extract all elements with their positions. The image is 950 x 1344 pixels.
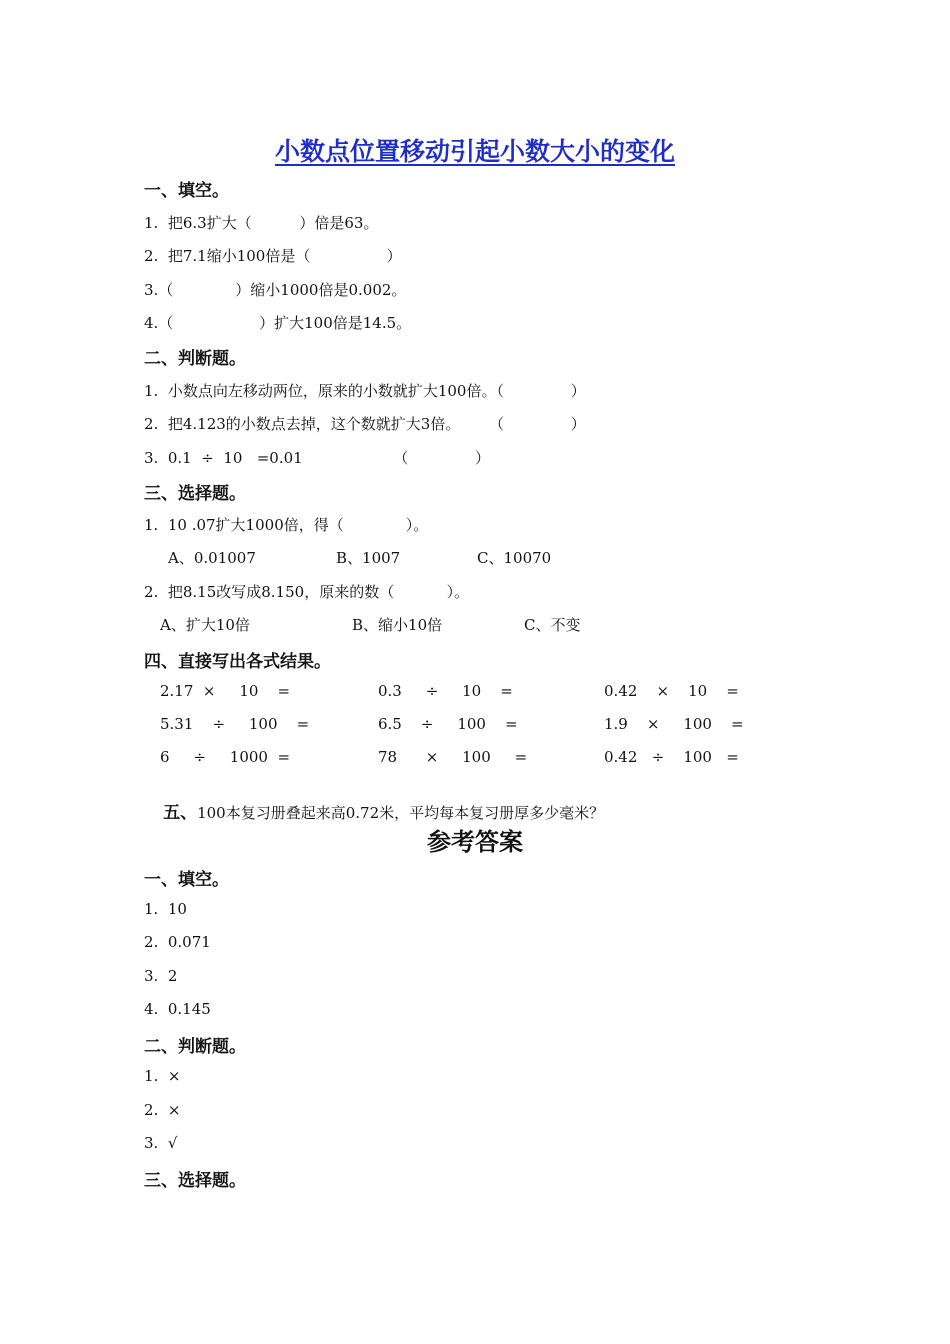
answer-judge-2: 2. × xyxy=(144,1101,181,1119)
choice-2-option-c: C、不变 xyxy=(524,616,581,634)
answer-title: 参考答案 xyxy=(427,827,523,856)
choice-question-1: 1. 10 .07扩大1000倍，得（ ）。 xyxy=(144,516,429,534)
section-heading-judge: 二、判断题。 xyxy=(144,349,246,369)
judge-question-1: 1. 小数点向左移动两位，原来的小数就扩大100倍。（ ） xyxy=(144,382,586,400)
calc-r1-c1: 2.17 × 10 = xyxy=(160,682,291,700)
page-title: 小数点位置移动引起小数大小的变化 xyxy=(274,137,675,166)
calc-r3-c3: 0.42 ÷ 100 = xyxy=(604,748,739,766)
answer-fill-3: 3. 2 xyxy=(144,967,178,985)
word-problem-text: 100本复习册叠起来高0.72米，平均每本复习册厚多少毫米？ xyxy=(197,804,605,822)
answer-heading-judge: 二、判断题。 xyxy=(144,1037,246,1057)
calc-r2-c3: 1.9 × 100 = xyxy=(604,715,744,733)
answer-fill-1: 1. 10 xyxy=(144,900,187,918)
fill-question-1: 1. 把6.3扩大（ ）倍是63。 xyxy=(144,214,379,232)
choice-2-option-a: A、扩大10倍 xyxy=(160,616,250,634)
answer-heading-fill: 一、填空。 xyxy=(144,870,229,890)
answer-heading-choice: 三、选择题。 xyxy=(144,1171,246,1191)
fill-question-3: 3.（ ）缩小1000倍是0.002。 xyxy=(144,281,407,299)
calc-r3-c1: 6 ÷ 1000 = xyxy=(160,748,291,766)
fill-question-2: 2. 把7.1缩小100倍是（ ） xyxy=(144,247,402,265)
choice-2-option-b: B、缩小10倍 xyxy=(352,616,443,634)
word-problem-number: 五、 xyxy=(163,803,198,823)
answer-fill-2: 2. 0.071 xyxy=(144,933,211,951)
answer-judge-1: 1. × xyxy=(144,1067,181,1085)
answer-judge-3: 3. √ xyxy=(144,1134,178,1152)
choice-question-2: 2. 把8.15改写成8.150，原来的数（ ）。 xyxy=(144,583,470,601)
judge-question-3: 3. 0.1 ÷ 10 =0.01 （ ） xyxy=(144,449,491,467)
calc-r2-c2: 6.5 ÷ 100 = xyxy=(378,715,518,733)
section-heading-fill: 一、填空。 xyxy=(144,181,229,201)
judge-question-2: 2. 把4.123的小数点去掉，这个数就扩大3倍。 （ ） xyxy=(144,415,586,433)
calc-r2-c1: 5.31 ÷ 100 = xyxy=(160,715,310,733)
section-heading-choice: 三、选择题。 xyxy=(144,484,246,504)
choice-1-option-a: A、0.01007 xyxy=(168,549,256,567)
answer-fill-4: 4. 0.145 xyxy=(144,1000,211,1018)
calc-r1-c3: 0.42 × 10 = xyxy=(604,682,739,700)
choice-1-option-b: B、1007 xyxy=(336,549,401,567)
choice-1-option-c: C、10070 xyxy=(477,549,552,567)
calc-r3-c2: 78 × 100 = xyxy=(378,748,528,766)
fill-question-4: 4.（ ）扩大100倍是14.5。 xyxy=(144,314,412,332)
section-heading-calc: 四、直接写出各式结果。 xyxy=(144,652,331,672)
calc-r1-c2: 0.3 ÷ 10 = xyxy=(378,682,513,700)
